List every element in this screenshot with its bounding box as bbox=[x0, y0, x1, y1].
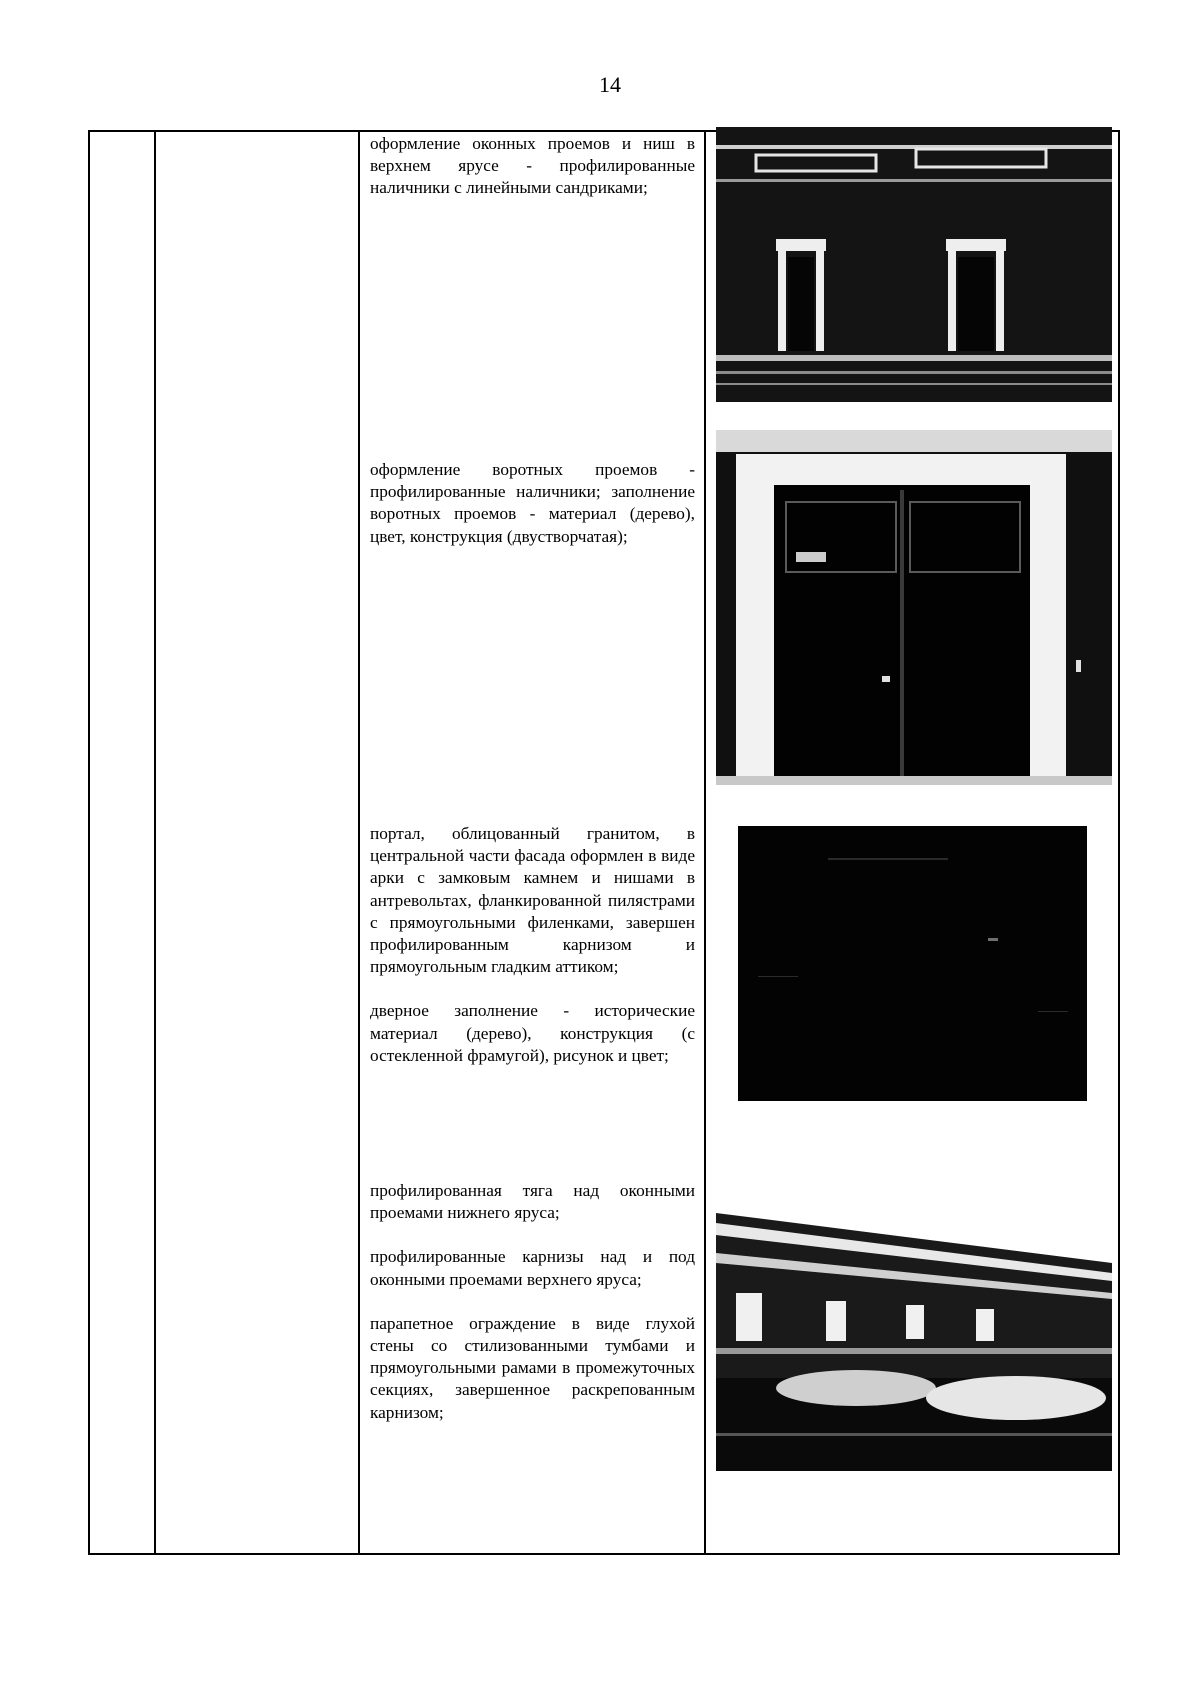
column-divider bbox=[704, 132, 706, 1553]
feature-text: дверное заполнение - исторические материал (дерево), конструкция (с остекленной фрамугой), рисунок и цвет; bbox=[370, 1001, 695, 1065]
column-divider bbox=[358, 132, 360, 1553]
feature-text: профилированная тяга над оконными проемами нижнего яруса; bbox=[370, 1181, 695, 1223]
feature-text: оформление воротных проемов - профилированные наличники; заполнение воротных проемов - материал (дерево), цвет, конструкция (двустворчатая); bbox=[370, 460, 695, 546]
feature-description bbox=[370, 133, 695, 200]
feature-description bbox=[370, 1180, 695, 1424]
facade-windows-photo bbox=[716, 127, 1112, 402]
page-number: 14 bbox=[599, 72, 621, 97]
feature-text: парапетное ограждение в виде глухой стены со стилизованными тумбами и прямоугольными рамами в промежуточных секциях, завершенное раскрепованным карнизом; bbox=[370, 1313, 695, 1422]
feature-text: оформление оконных проемов и ниш в верхнем ярусе - профилированные наличники с линейными сандриками; bbox=[370, 134, 695, 198]
feature-text: портал, облицованный гранитом, в центральной части фасада оформлен в виде арки с замковым камнем и нишами в антревольтах, фланкированной пилястрами с прямоугольными филенками, завершен профилированным карнизом и прямоугольным гладким аттиком; bbox=[370, 824, 695, 977]
column-divider bbox=[154, 132, 156, 1553]
feature-text: профилированные карнизы над и под оконными проемами верхнего яруса; bbox=[370, 1247, 695, 1289]
feature-description bbox=[370, 823, 695, 1067]
building-street-photo bbox=[716, 1183, 1112, 1471]
portal-photo bbox=[738, 826, 1087, 1101]
feature-description bbox=[370, 459, 695, 548]
gate-photo bbox=[716, 430, 1112, 785]
